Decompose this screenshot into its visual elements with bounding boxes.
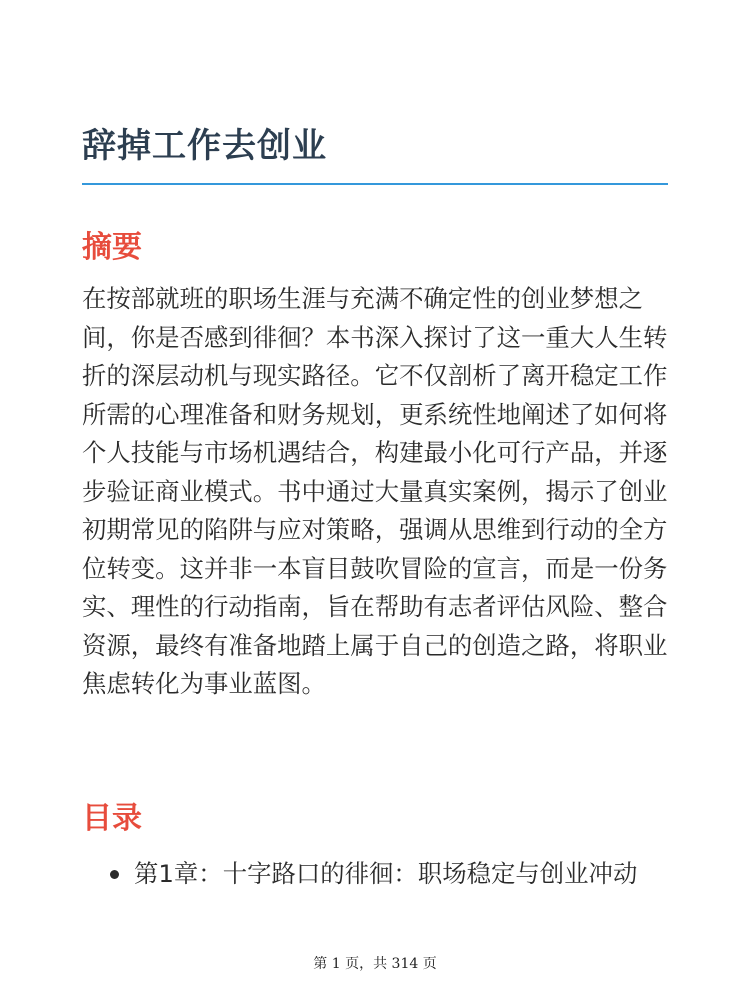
title-divider (82, 183, 668, 185)
toc-list (82, 855, 672, 893)
abstract-body: 在按部就班的职场生涯与充满不确定性的创业梦想之间，你是否感到徘徊？本书深入探讨了这一重大人生转折的深层动机与现实路径。它不仅剖析了离开稳定工作所需的心理准备和财务规划，更系统性地阐述了如何将个人技能与市场机遇结合，构建最小化可行产品，并逐步验证商业模式。书中通过大量真实案例，揭示了创业初期常见的陷阱与应对策略，强调从思维到行动的全方位转变。这并非一本盲目鼓吹冒险的宣言，而是一份务实、理性的行动指南，旨在帮助有志者评估风险、整合资源，最终有准备地踏上属于自己的创造之路，将职业焦虑转化为事业蓝图。 (82, 284, 668, 698)
abstract-heading: 摘要 (82, 230, 142, 265)
bullet-icon (110, 870, 119, 879)
toc-item-label: 第1章：十字路口的徘徊：职场稳定与创业冲动 (134, 859, 638, 888)
page-number-footer: 第 1 页，共 314 页 (313, 956, 437, 972)
book-title: 辞掉工作去创业 (82, 126, 327, 166)
toc-heading: 目录 (82, 801, 142, 836)
toc-item[interactable] (82, 855, 672, 893)
